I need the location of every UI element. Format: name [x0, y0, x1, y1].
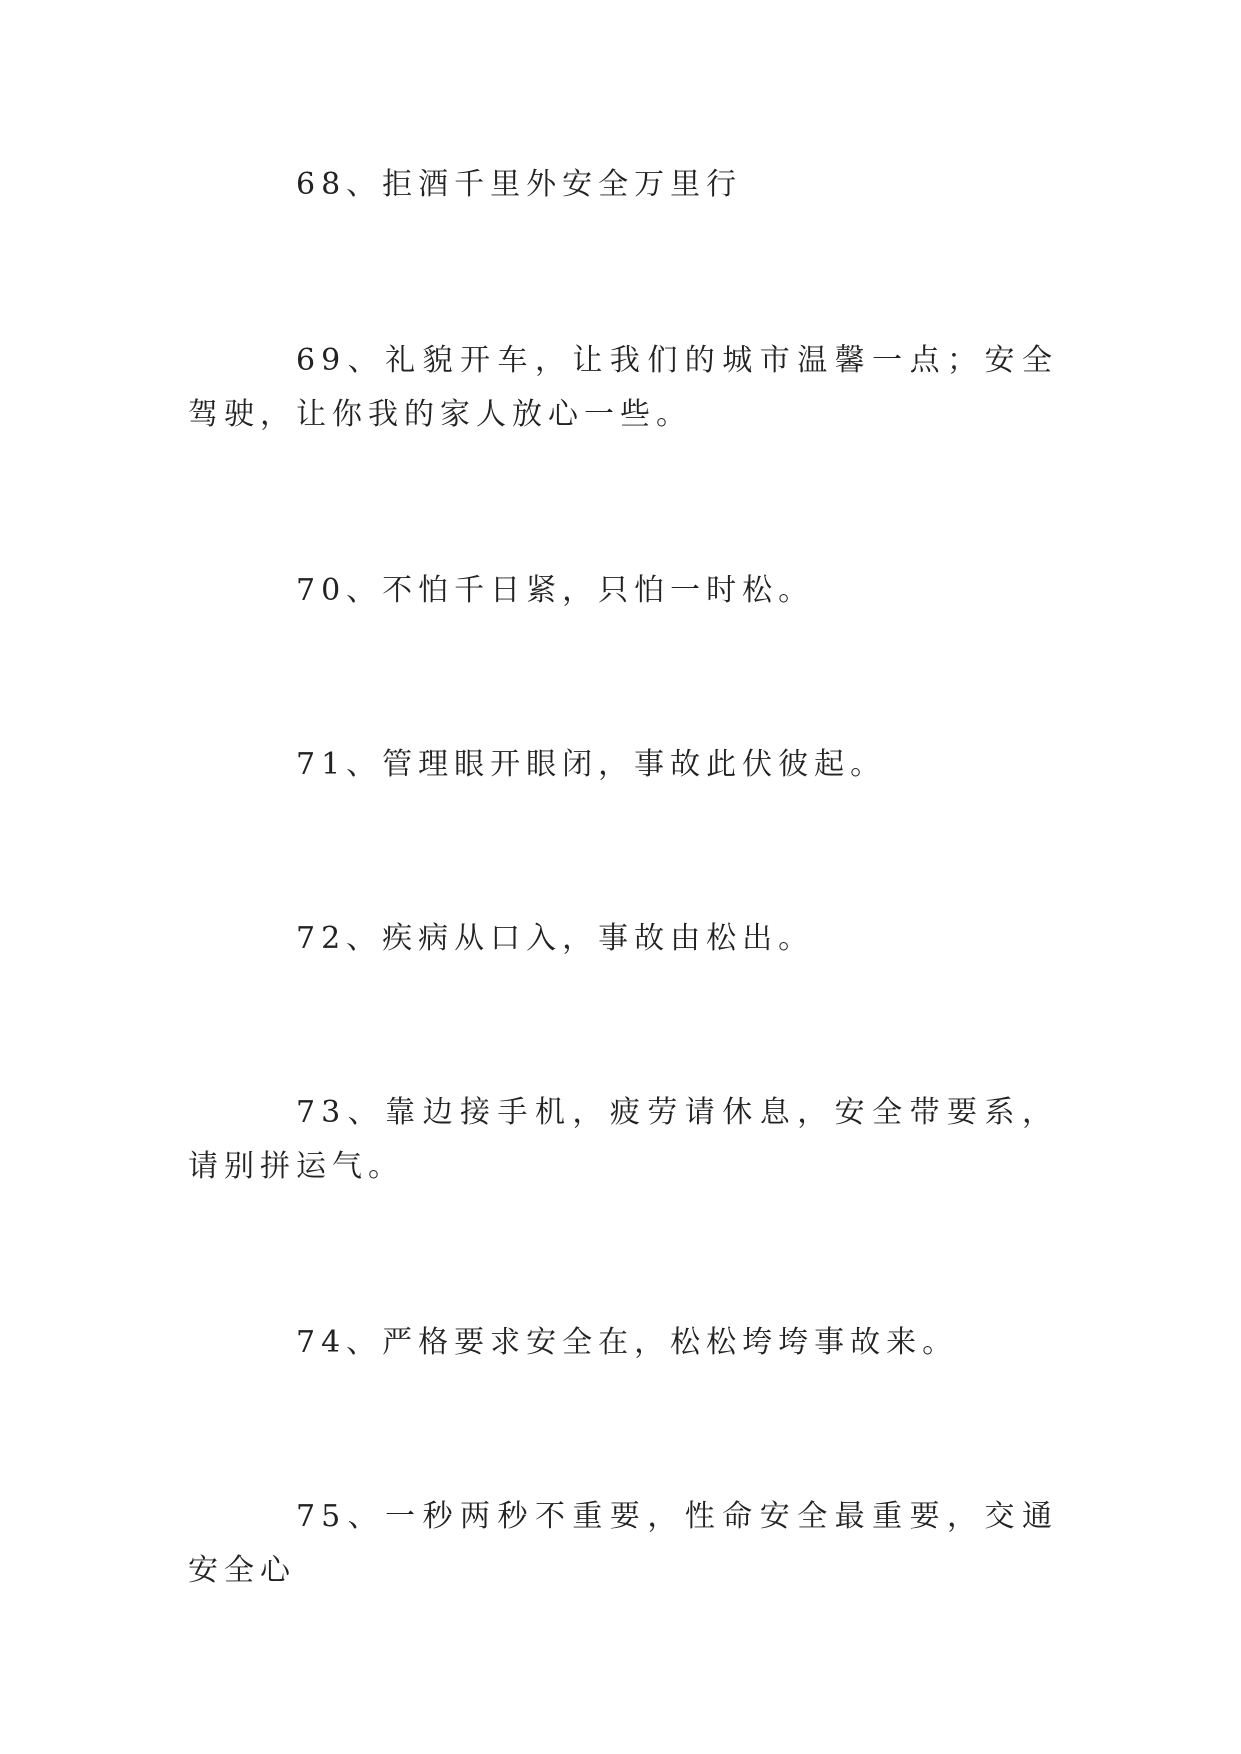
list-item-69: 69、礼貌开车，让我们的城市温馨一点；安全驾驶，让你我的家人放心一些。 [188, 343, 1058, 432]
list-item-74: 74、严格要求安全在，松松垮垮事故来。 [296, 1325, 959, 1360]
list-item-73: 73、靠边接手机，疲劳请休息，安全带要系，请别拼运气。 [188, 1095, 1058, 1184]
list-item-75: 75、一秒两秒不重要，性命安全最重要，交通安全心 [188, 1499, 1058, 1588]
list-item-70: 70、不怕千日紧，只怕一时松。 [296, 573, 815, 608]
list-item-71: 71、管理眼开眼闭，事故此伏彼起。 [296, 747, 887, 782]
list-item-72: 72、疾病从口入，事故由松出。 [296, 921, 815, 956]
list-item-68: 68、拒酒千里外安全万里行 [296, 167, 743, 202]
